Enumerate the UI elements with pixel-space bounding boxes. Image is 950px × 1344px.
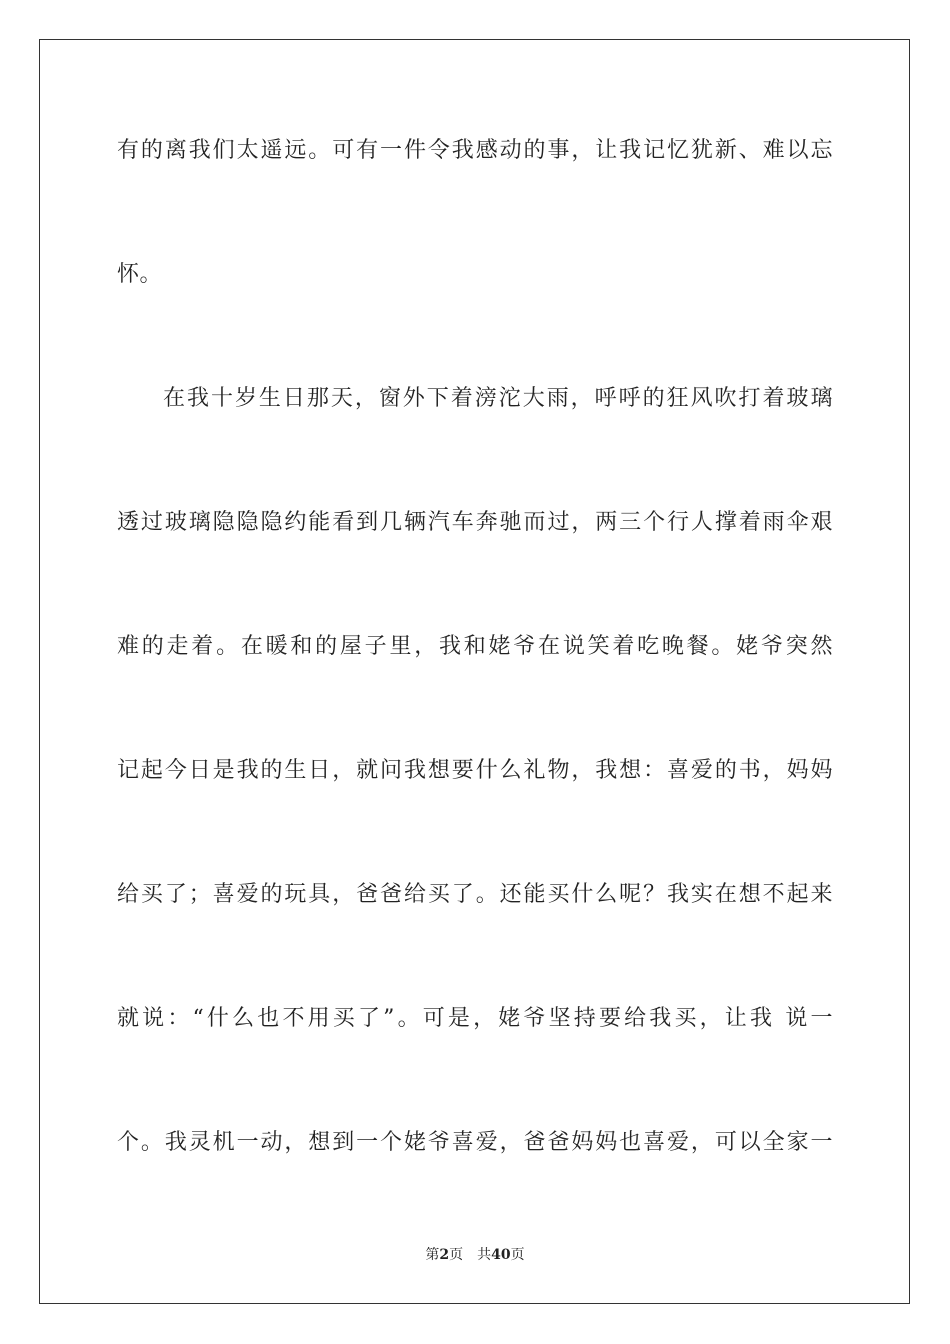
total-page-count: 40 — [491, 1247, 511, 1263]
paragraph-start-line: 在我十岁生日那天，窗外下着滂沱大雨，呼呼的狂风吹打着玻璃 — [163, 386, 833, 411]
text-line-7: 给买了；喜爱的玩具，爸爸给买了。还能买什么呢？我实在想不起来 — [117, 882, 833, 907]
total-suffix: 页 — [510, 1247, 525, 1263]
text-line-8: 就说：“什么也不用买了”。可是，姥爷坚持要给我买，让我 说一 — [117, 1006, 833, 1031]
page-border — [39, 39, 910, 1304]
page-prefix: 第 — [425, 1247, 440, 1263]
page-number-footer — [0, 1246, 950, 1264]
text-line-6: 记起今日是我的生日，就问我想要什么礼物，我想：喜爱的书，妈妈 — [117, 758, 833, 783]
total-prefix: 共 — [477, 1247, 492, 1263]
text-line-5: 难的走着。在暖和的屋子里，我和姥爷在说笑着吃晚餐。姥爷突然 — [117, 634, 833, 659]
current-page-number: 2 — [439, 1247, 450, 1263]
page-suffix: 页 — [449, 1247, 464, 1263]
text-line-1: 有的离我们太遥远。可有一件令我感动的事，让我记忆犹新、难以忘 — [117, 138, 833, 163]
text-line-4: 透过玻璃隐隐隐约能看到几辆汽车奔驰而过，两三个行人撑着雨伞艰 — [117, 510, 833, 535]
text-line-9: 个。我灵机一动，想到一个姥爷喜爱，爸爸妈妈也喜爱，可以全家一 — [117, 1130, 833, 1155]
text-line-2: 怀。 — [117, 262, 163, 287]
